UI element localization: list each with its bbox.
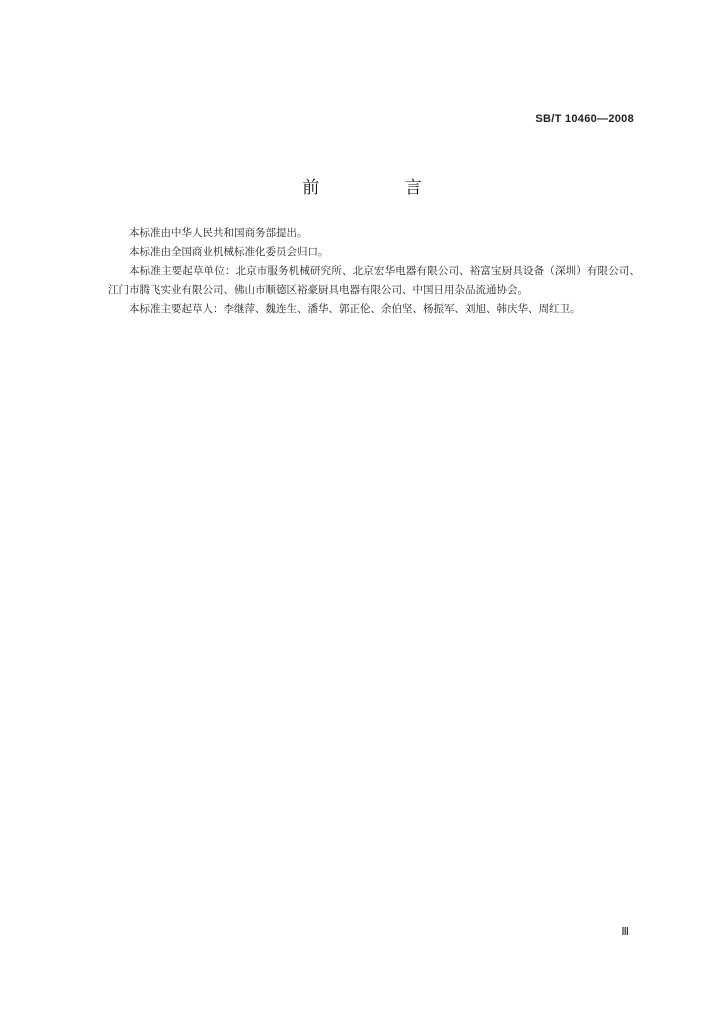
paragraph-administrator: 本标准由全国商业机械标准化委员会归口。	[129, 246, 329, 258]
paragraph-drafters: 本标准主要起草人：李继萍、魏连生、潘华、郭正伦、余伯坚、杨振军、刘旭、韩庆华、周红卫。	[129, 303, 581, 315]
foreword-body	[108, 224, 640, 319]
paragraph-proposer: 本标准由中华人民共和国商务部提出。	[129, 227, 308, 239]
paragraph-drafting-units: 本标准主要起草单位：北京市服务机械研究所、北京宏华电器有限公司、裕富宝厨具设备（深圳）有限公司、江门市腾飞实业有限公司、佛山市顺德区裕豪厨具电器有限公司、中国日用杂品流通协会。	[108, 265, 640, 296]
standard-code: SB/T 10460—2008	[535, 113, 634, 125]
page-number: Ⅲ	[621, 926, 629, 938]
foreword-title: 前 言	[302, 178, 462, 198]
